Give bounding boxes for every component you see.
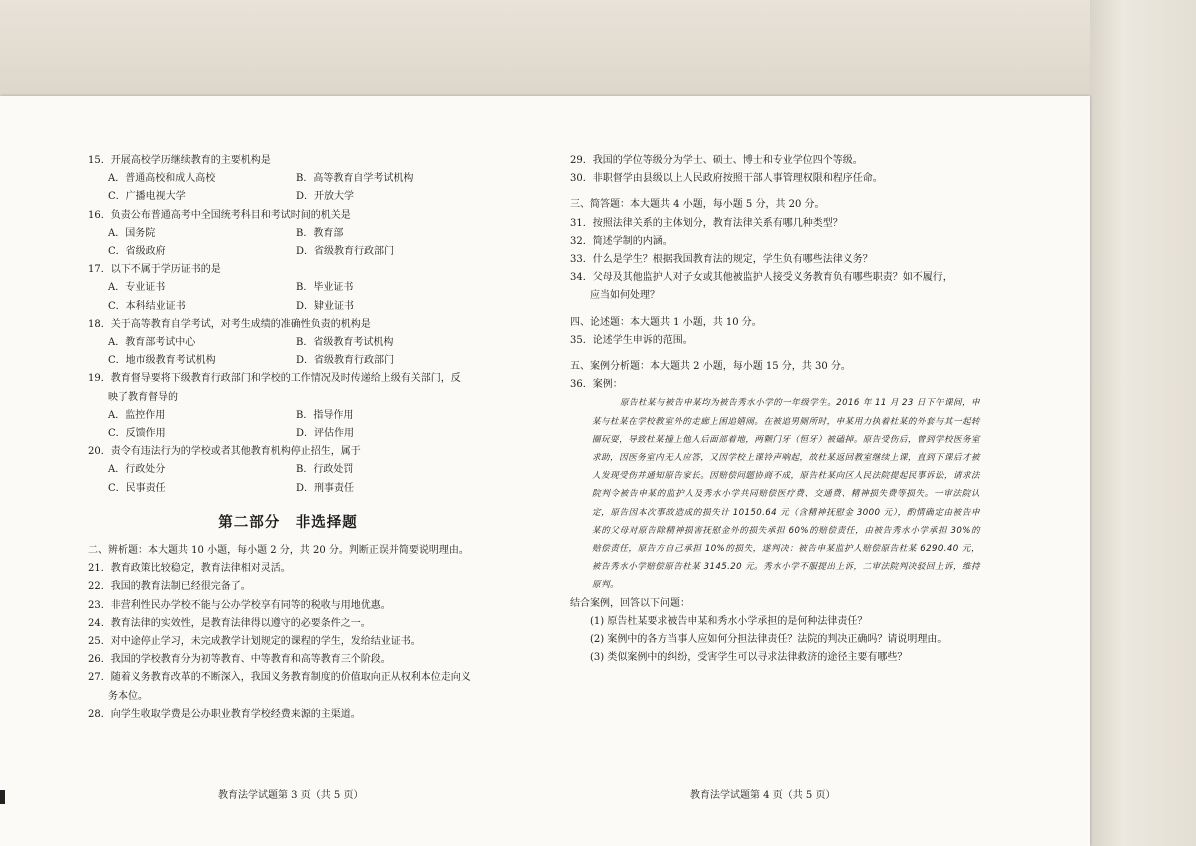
question-stem: 17．以下不属于学历证书的是 bbox=[88, 264, 221, 276]
option-d: D．省级教育行政部门 bbox=[296, 355, 395, 367]
option-a: A．教育部考试中心 bbox=[108, 337, 196, 349]
question-19 bbox=[88, 370, 488, 443]
scan-background-top bbox=[0, 0, 1090, 96]
option-c: C．本科结业证书 bbox=[108, 300, 186, 312]
question-stem: 15．开展高校学历继续教育的主要机构是 bbox=[88, 155, 271, 166]
question-stem-continued: 映了教育督导的 bbox=[108, 391, 178, 403]
question-stem: 20．责令有违法行为的学校或者其他教育机构停止招生，属于 bbox=[88, 446, 361, 458]
question-17 bbox=[88, 261, 488, 316]
question-15 bbox=[88, 152, 488, 207]
section-heading: 二、辨析题：本大题共 10 小题，每小题 2 分，共 20 分。判断正误并简要说明理由。 bbox=[88, 545, 469, 557]
option-c: C．地市级教育考试机构 bbox=[108, 355, 216, 367]
question-22: 22．我国的教育法制已经很完备了。 bbox=[88, 581, 251, 593]
sub-question-2: (2) 案例中的各方当事人应如何分担法律责任？法院的判决正确吗？请说明理由。 bbox=[590, 634, 948, 646]
question-18 bbox=[88, 316, 488, 371]
question-35: 35．论述学生申诉的范围。 bbox=[570, 334, 693, 346]
option-c: C．民事责任 bbox=[108, 482, 166, 494]
question-20 bbox=[88, 443, 488, 498]
question-31: 31．按照法律关系的主体划分，教育法律关系有哪几种类型？ bbox=[570, 217, 843, 229]
scan-mark bbox=[0, 790, 5, 804]
question-34-continued: 应当如何处理？ bbox=[590, 290, 660, 302]
left-page bbox=[88, 152, 488, 724]
option-a: A．专业证书 bbox=[108, 282, 166, 294]
question-stem: 19．教育督导要将下级教育行政部门和学校的工作情况及时传递给上级有关部门，反 bbox=[88, 373, 461, 385]
option-c: C．反馈作用 bbox=[108, 428, 166, 440]
option-c: C．广播电视大学 bbox=[108, 191, 186, 203]
question-23: 23．非营利性民办学校不能与公办学校享有同等的税收与用地优惠。 bbox=[88, 599, 391, 611]
option-b: B．行政处罚 bbox=[296, 464, 354, 476]
question-27: 27．随着义务教育改革的不断深入，我国义务教育制度的价值取向正从权利本位走向义 bbox=[88, 672, 471, 684]
option-a: A．普通高校和成人高校 bbox=[108, 173, 216, 185]
part-title: 第二部分 非选择题 bbox=[218, 513, 358, 531]
question-24: 24．教育法律的实效性，是教育法律得以遵守的必要条件之一。 bbox=[88, 617, 371, 629]
question-stem: 18．关于高等教育自学考试，对考生成绩的准确性负责的机构是 bbox=[88, 318, 371, 330]
option-d: D．刑事责任 bbox=[296, 482, 355, 494]
question-32: 32．简述学制的内涵。 bbox=[570, 235, 673, 247]
option-b: B．高等教育自学考试机构 bbox=[296, 173, 414, 185]
question-34: 34．父母及其他监护人对子女或其他被监护人接受义务教育负有哪些职责？如不履行， bbox=[570, 272, 953, 284]
question-26: 26．我国的学校教育分为初等教育、中等教育和高等教育三个阶段。 bbox=[88, 654, 391, 666]
case-instruction: 结合案例，回答以下问题： bbox=[570, 597, 690, 609]
option-a: A．监控作用 bbox=[108, 409, 166, 421]
question-21: 21．教育政策比较稳定，教育法律相对灵活。 bbox=[88, 563, 291, 575]
question-stem: 16．负责公布普通高考中全国统考科目和考试时间的机关是 bbox=[88, 209, 351, 221]
page-footer-right: 教育法学试题第 4 页（共 5 页） bbox=[690, 790, 836, 801]
question-16 bbox=[88, 207, 488, 262]
question-25: 25．对中途停止学习，未完成教学计划规定的课程的学生，发给结业证书。 bbox=[88, 636, 421, 648]
right-page bbox=[570, 152, 980, 667]
question-33: 33．什么是学生？根据我国教育法的规定，学生负有哪些法律义务？ bbox=[570, 254, 873, 266]
question-27-continued: 务本位。 bbox=[108, 690, 148, 702]
option-d: D．开放大学 bbox=[296, 191, 355, 203]
option-d: D．评估作用 bbox=[296, 428, 355, 440]
scan-background-right bbox=[1090, 0, 1196, 846]
option-d: D．肄业证书 bbox=[296, 300, 355, 312]
option-c: C．省级政府 bbox=[108, 246, 166, 258]
sub-question-3: (3) 类似案例中的纠纷，受害学生可以寻求法律救济的途径主要有哪些？ bbox=[590, 652, 908, 664]
question-36: 36．案例： bbox=[570, 379, 623, 391]
section-heading: 四、论述题：本大题共 1 小题，共 10 分。 bbox=[570, 316, 762, 328]
page-footer-left: 教育法学试题第 3 页（共 5 页） bbox=[218, 790, 364, 801]
sub-question-1: (1) 原告杜某要求被告申某和秀水小学承担的是何种法律责任？ bbox=[590, 615, 868, 627]
option-d: D．省级教育行政部门 bbox=[296, 246, 395, 258]
case-text: 原告杜某与被告申某均为被告秀水小学的一年级学生。2016 年 11 月 23 日下午课间，申某与杜某在学校教室外的走廊上困追嬉闹。在被追男厕所时，申某用力执着杜某的外套与其一起转圈玩耍，导致杜某撞上他人后面部着地，两颗门牙（恒牙）被磕掉。原告受伤后，曾到学校医务室求助，因医务室内无人应答，又因学校上课铃声响起，故杜某返回教室继续上课，直到下课后才被人发现受伤并通知原告家长。因赔偿问题协商不成，原告杜某向区人民法院提起民事诉讼，请求法院判令被告申某的监护人及秀水小学共同赔偿医疗费、交通费、精神损失费等损失。一审法院认定，原告因本次事故造成的损失计 10150.64 元（含精神抚慰金 3000 元），酌情确定由被告申某的父母对原告除精神损害抚慰金外的损失承担 60%的赔偿责任，由被告秀水小学承担 30%的赔偿责任，原告方自己承担 10%的损失，遂判决：被告申某监护人赔偿原告杜某 6290.40 元，被告秀水小学赔偿原告杜某 3145.20 元。秀水小学不服提出上诉，二审法院判决驳回上诉，维持原判。 bbox=[592, 398, 980, 591]
option-a: A．行政处分 bbox=[108, 464, 166, 476]
option-b: B．省级教育考试机构 bbox=[296, 337, 394, 349]
question-29: 29．我国的学位等级分为学士、硕士、博士和专业学位四个等级。 bbox=[570, 155, 863, 166]
section-heading: 三、简答题：本大题共 4 小题，每小题 5 分，共 20 分。 bbox=[570, 199, 825, 211]
question-30: 30．非职督学由县级以上人民政府按照干部人事管理权限和程序任命。 bbox=[570, 173, 883, 185]
question-28: 28．向学生收取学费是公办职业教育学校经费来源的主渠道。 bbox=[88, 708, 361, 720]
option-b: B．教育部 bbox=[296, 227, 344, 239]
option-a: A．国务院 bbox=[108, 227, 156, 239]
option-b: B．指导作用 bbox=[296, 409, 354, 421]
section-heading: 五、案例分析题：本大题共 2 小题，每小题 15 分，共 30 分。 bbox=[570, 361, 851, 373]
option-b: B．毕业证书 bbox=[296, 282, 354, 294]
